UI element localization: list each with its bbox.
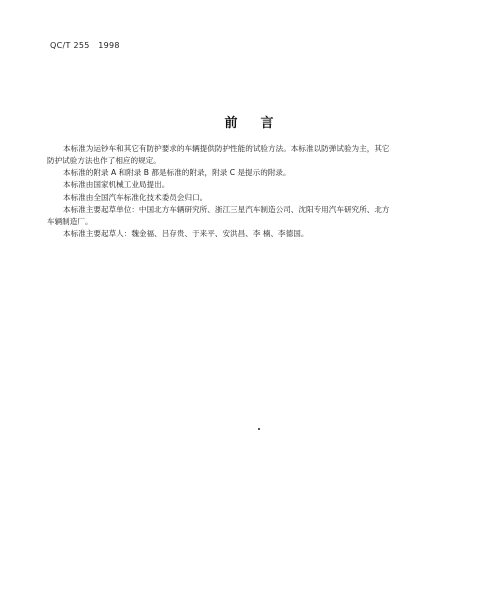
paragraph-line: 本标准由国家机械工业局提出。 (63, 180, 170, 190)
paragraph-appendix (63, 167, 463, 179)
paragraph-line: 车辆制造厂。 (47, 216, 93, 226)
paragraph-line: 本标准的附录 A 和附录 B 都是标准的附录，附录 C 是提示的附录。 (63, 168, 291, 178)
paragraph-drafting-units (47, 204, 463, 228)
paragraph-line: 本标准主要起草人：魏金福、吕存贵、于来平、安洪昌、李 楠、李德国。 (63, 229, 309, 239)
foreword-body (47, 143, 463, 240)
paragraph-line: 本标准主要起草单位：中国北方车辆研究所、浙江三星汽车制造公司、沈阳专用汽车研究所、北方 (63, 204, 390, 214)
paragraph-scope (47, 143, 463, 167)
paragraph-line: 本标准由全国汽车标准化技术委员会归口。 (63, 192, 208, 202)
paragraph-drafters (63, 228, 463, 240)
paragraph-line: 本标准为运钞车和其它有防护要求的车辆提供防护性能的试验方法。本标准以防弹试验为主，其它 (63, 144, 390, 153)
paragraph-line: 防护试验方法也作了相应的规定。 (47, 155, 161, 165)
paragraph-proposer (63, 179, 463, 191)
page-title: 前 言 (224, 116, 275, 131)
paragraph-committee (63, 192, 463, 204)
scan-speck (258, 428, 260, 430)
standard-number: QC/T 255 1998 (50, 41, 120, 50)
